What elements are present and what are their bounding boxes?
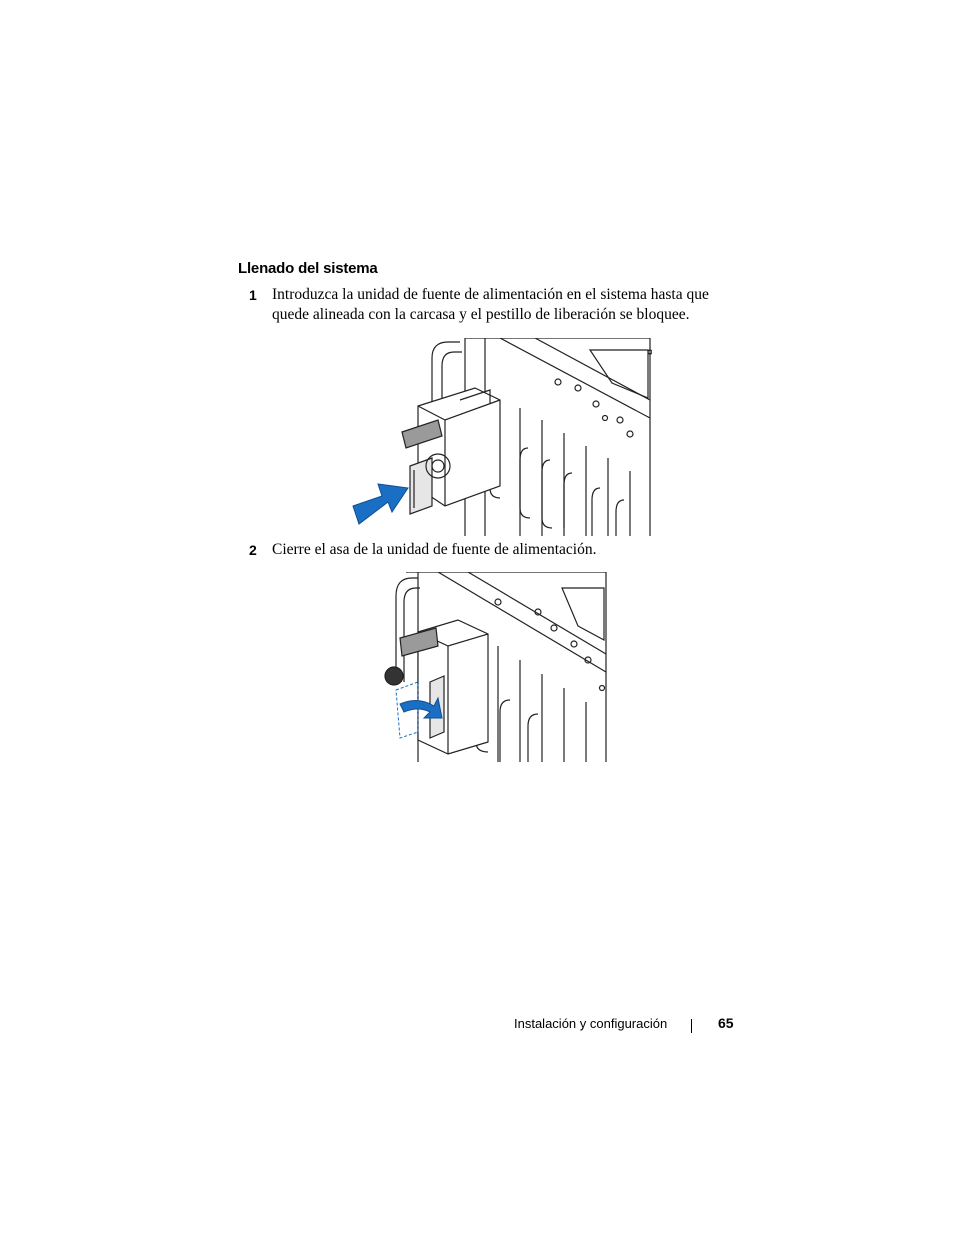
step-text: Introduzca la unidad de fuente de alimentación en el sistema hasta que quede alineada con la carcasa y el pestillo de liberación se bloquee. <box>272 286 709 323</box>
section-heading: Llenado del sistema <box>238 260 378 277</box>
step-number: 1 <box>249 287 257 303</box>
insert-arrow-icon <box>353 484 408 524</box>
step-text: Cierre el asa de la unidad de fuente de alimentación. <box>272 541 597 558</box>
psu-handle-close-illustration <box>378 572 608 762</box>
psu-insertion-illustration <box>350 338 652 536</box>
footer-chapter-title: Instalación y configuración <box>514 1016 668 1031</box>
footer-separator <box>691 1019 692 1033</box>
step-number: 2 <box>249 542 257 558</box>
page-number: 65 <box>718 1015 734 1031</box>
